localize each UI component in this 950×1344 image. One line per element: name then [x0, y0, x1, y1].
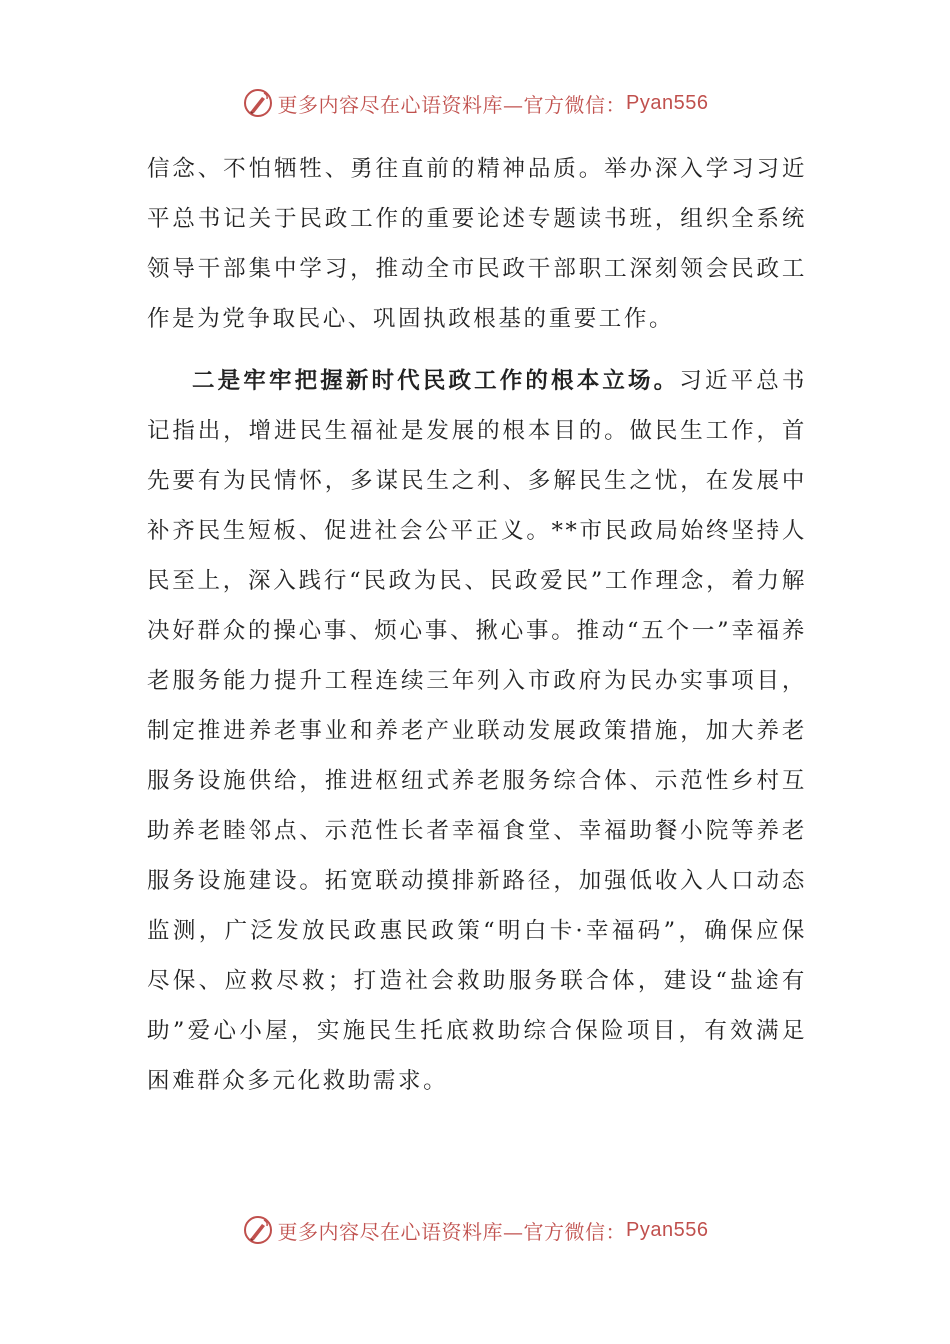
paragraph-2-lead: 二是牢牢把握新时代民政工作的根本立场。	[192, 368, 680, 394]
footer-banner	[0, 1210, 950, 1250]
pen-logo-icon	[242, 1214, 274, 1246]
banner-wechat-id: Pyan556	[626, 91, 709, 114]
banner-wechat-id: Pyan556	[626, 1218, 709, 1241]
pen-logo-icon	[242, 87, 274, 119]
document-body	[147, 144, 807, 1106]
banner-text: 更多内容尽在心语资料库—官方微信：	[277, 1219, 627, 1244]
paragraph-1	[147, 144, 807, 344]
banner-text: 更多内容尽在心语资料库—官方微信：	[277, 92, 627, 117]
paragraph-1-text: 信念、不怕牺牲、勇往直前的精神品质。举办深入学习习近平总书记关于民政工作的重要论述专题读书班，组织全系统领导干部集中学习，推动全市民政干部职工深刻领会民政工作是为党争取民心、巩固执政根基的重要工作。	[147, 156, 807, 332]
header-banner	[0, 83, 950, 123]
paragraph-2-text: 习近平总书记指出，增进民生福祉是发展的根本目的。做民生工作，首先要有为民情怀，多谋民生之利、多解民生之忧，在发展中补齐民生短板、促进社会公平正义。**市民政局始终坚持人民至上，深入践行“民政为民、民政爱民”工作理念，着力解决好群众的操心事、烦心事、揪心事。推动“五个一”幸福养老服务能力提升工程连续三年列入市政府为民办实事项目，制定推进养老事业和养老产业联动发展政策措施，加大养老服务设施供给，推进枢纽式养老服务综合体、示范性乡村互助养老睦邻点、示范性长者幸福食堂、幸福助餐小院等养老服务设施建设。拓宽联动摸排新路径，加强低收入人口动态监测，广泛发放民政惠民政策“明白卡·幸福码”，确保应保尽保、应救尽救；打造社会救助服务联合体，建设“盐途有助”爱心小屋，实施民生托底救助综合保险项目，有效满足困难群众多元化救助需求。	[147, 368, 807, 1094]
paragraph-2	[147, 356, 807, 1106]
